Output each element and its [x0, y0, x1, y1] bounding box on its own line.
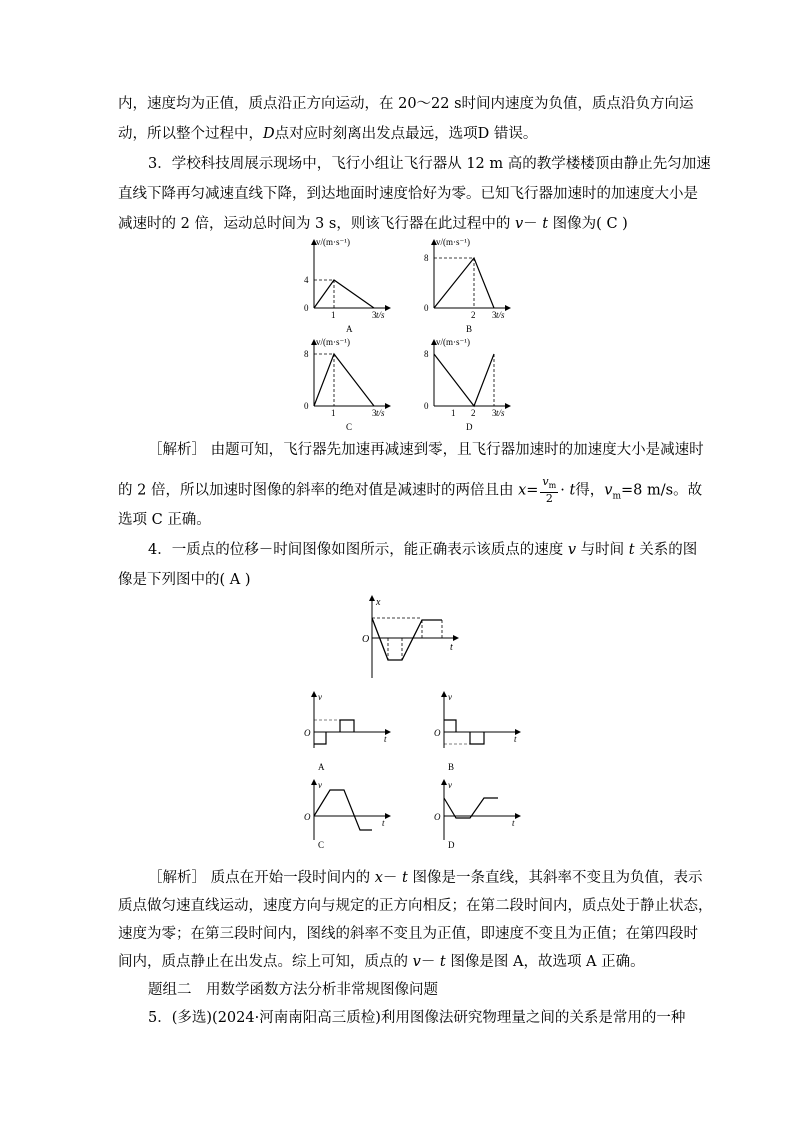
tick-label: 1 — [451, 408, 456, 418]
question-4-line — [148, 540, 697, 560]
text: 的 2 倍，所以加速时图像的斜率的绝对值是减速时的两倍且由 — [118, 482, 519, 499]
peak-label: 8 — [304, 349, 309, 359]
x-axis-label: x — [376, 597, 381, 608]
question-5-line — [148, 1008, 685, 1028]
y-axis-label: v/(m·s⁻¹) — [436, 237, 470, 247]
option-label-c: C — [346, 422, 353, 432]
option-a-graph — [304, 692, 390, 772]
option-label-a: A — [318, 762, 325, 772]
text: 质点做匀速直线运动，速度方向与规定的正方向相反；在第二段时间内，质点处于静止状态， — [118, 898, 713, 914]
question-4-line — [118, 570, 251, 590]
text: 间内，质点静止在出发点。综上可知，质点的 — [118, 954, 413, 970]
tick-label: 1 — [331, 408, 336, 418]
text: 图像是图 A，故选项 A 正确。 — [445, 954, 645, 970]
text: 质点在开始一段时间内的 — [210, 870, 375, 886]
text: t — [402, 870, 408, 886]
t-axis-label: t — [384, 734, 387, 744]
tick-label: 3 — [372, 310, 377, 320]
analysis-tag: ［解析］ — [148, 442, 211, 458]
text: 得， — [575, 482, 605, 499]
peak-label: 8 — [424, 253, 429, 263]
origin-label: 0 — [304, 401, 309, 411]
fraction-numerator: v — [542, 475, 549, 488]
graph-a — [304, 237, 390, 334]
text: 3．学校科技周展示现场中，飞行小组让飞行器从 12 m 高的教学楼楼顶由静止先匀加速 — [148, 156, 711, 172]
fraction-denominator: 2 — [545, 492, 553, 506]
question-3-line — [118, 184, 698, 204]
t-axis-label: t — [450, 642, 453, 653]
analysis-3-line — [118, 476, 702, 506]
text: 由题可知，飞行器先加速再减速到零，且飞行器加速时的加速度大小是减速时 — [210, 442, 704, 458]
fraction — [540, 476, 558, 505]
x-t-graph — [356, 592, 466, 680]
analysis-4-line — [148, 868, 702, 888]
text: － — [523, 216, 543, 232]
origin-label: 0 — [424, 303, 429, 313]
question-4-options — [296, 688, 530, 864]
text: t — [439, 954, 446, 970]
graph-b — [424, 237, 510, 334]
tick-label: 1 — [331, 310, 336, 320]
text: 动，所以整个过程中， — [118, 126, 263, 142]
text: · — [560, 482, 570, 499]
text: =8 m/s。故 — [621, 482, 703, 499]
text: v — [514, 216, 524, 232]
analysis-tag: ［解析］ — [148, 870, 211, 886]
text: x — [518, 482, 527, 499]
text: 关系的图 — [634, 542, 698, 558]
text: 直线下降再匀减速直线下降，到达地面时速度恰好为零。已知飞行器加速时的加速度大小是 — [118, 186, 698, 202]
tick-label: 3 — [492, 408, 497, 418]
text: t — [569, 482, 576, 499]
analysis-4-line — [118, 896, 713, 916]
x-t-curve — [372, 618, 442, 660]
text: － — [382, 870, 403, 886]
option-label-b: B — [448, 762, 455, 772]
y-axis-label: v/(m·s⁻¹) — [316, 237, 350, 247]
tick-label: 3 — [372, 408, 377, 418]
origin-label: O — [362, 634, 370, 645]
text: 题组二 用数学函数方法分析非常规图像问题 — [148, 982, 438, 998]
x-axis-label: t/s — [496, 310, 505, 320]
text: 速度为零；在第三段时间内，图线的斜率不变且为正值，即速度不变且为正值；在第四段时 — [118, 926, 698, 942]
text: 内，速度均为正值，质点沿正方向运动，在 20～22 s时间内速度为负值，质点沿负方向运 — [118, 96, 694, 112]
text: v — [604, 482, 613, 499]
v-axis-label: v — [318, 692, 322, 702]
text: x — [374, 870, 383, 886]
subscript: m — [548, 481, 557, 491]
option-label-a: A — [346, 324, 353, 334]
question-3-figures — [290, 236, 530, 432]
text: t — [628, 542, 635, 558]
question-3-line — [118, 214, 628, 234]
text: 减速时的 2 倍，运动总时间为 3 s，则该飞行器在此过程中的 — [118, 216, 515, 232]
origin-label: 0 — [304, 303, 309, 313]
origin-label: O — [304, 728, 311, 738]
analysis-3-line — [148, 440, 704, 460]
y-axis-label: v/(m·s⁻¹) — [316, 337, 350, 347]
text: = — [526, 482, 539, 499]
text: 4．一质点的位移－时间图像如图所示，能正确表示该质点的速度 — [148, 542, 568, 558]
text: 选项 C 正确。 — [118, 512, 211, 528]
option-b-graph — [434, 692, 520, 772]
text: v — [412, 954, 421, 970]
t-axis-label: t — [514, 734, 517, 744]
option-label-d: D — [466, 422, 473, 432]
analysis-3-line — [118, 510, 211, 530]
subscript: m — [612, 491, 622, 502]
x-axis-label: t/s — [496, 408, 505, 418]
section-heading — [148, 980, 438, 1000]
t-axis-label: t — [382, 818, 385, 828]
text: D — [263, 126, 275, 142]
question-3-line — [148, 154, 711, 174]
y-axis-label: v/(m·s⁻¹) — [436, 337, 470, 347]
option-label-c: C — [318, 840, 325, 850]
option-label-d: D — [448, 840, 455, 850]
peak-label: 4 — [304, 275, 309, 285]
text: 图像为( C ) — [548, 216, 628, 232]
tick-label: 2 — [471, 310, 476, 320]
t-axis-label: t — [512, 818, 515, 828]
graph-d-line — [434, 354, 494, 406]
option-label-b: B — [466, 324, 473, 334]
text: 5．(多选)(2024·河南南阳高三质检)利用图像法研究物理量之间的关系是常用的一种 — [148, 1010, 686, 1026]
text: t — [542, 216, 549, 232]
analysis-4-line — [118, 952, 645, 972]
origin-label: 0 — [424, 401, 429, 411]
analysis-4-line — [118, 924, 698, 944]
x-axis-label: t/s — [376, 310, 385, 320]
text: － — [420, 954, 440, 970]
tick-label: 3 — [492, 310, 497, 320]
v-axis-label: v — [448, 780, 452, 790]
graph-c — [304, 337, 390, 432]
text-line — [118, 124, 537, 144]
peak-label: 8 — [424, 349, 429, 359]
origin-label: O — [304, 812, 311, 822]
v-axis-label: v — [448, 692, 452, 702]
text-line — [118, 94, 694, 114]
origin-label: O — [434, 728, 441, 738]
text: 点对应时刻离出发点最远，选项D 错误。 — [274, 126, 538, 142]
v-axis-label: v — [318, 780, 322, 790]
graph-d — [424, 337, 510, 432]
option-c-graph — [304, 780, 390, 850]
x-axis-label: t/s — [376, 408, 385, 418]
graph-b-line — [434, 258, 494, 308]
graph-c-line — [314, 354, 374, 406]
origin-label: O — [434, 812, 441, 822]
graph-a-line — [314, 280, 374, 308]
tick-label: 2 — [471, 408, 476, 418]
text: 与时间 — [576, 542, 629, 558]
text: 图像是一条直线，其斜率不变且为负值，表示 — [407, 870, 703, 886]
text: v — [567, 542, 577, 558]
option-d-graph — [434, 780, 520, 850]
text: 像是下列图中的( A ) — [118, 572, 251, 588]
